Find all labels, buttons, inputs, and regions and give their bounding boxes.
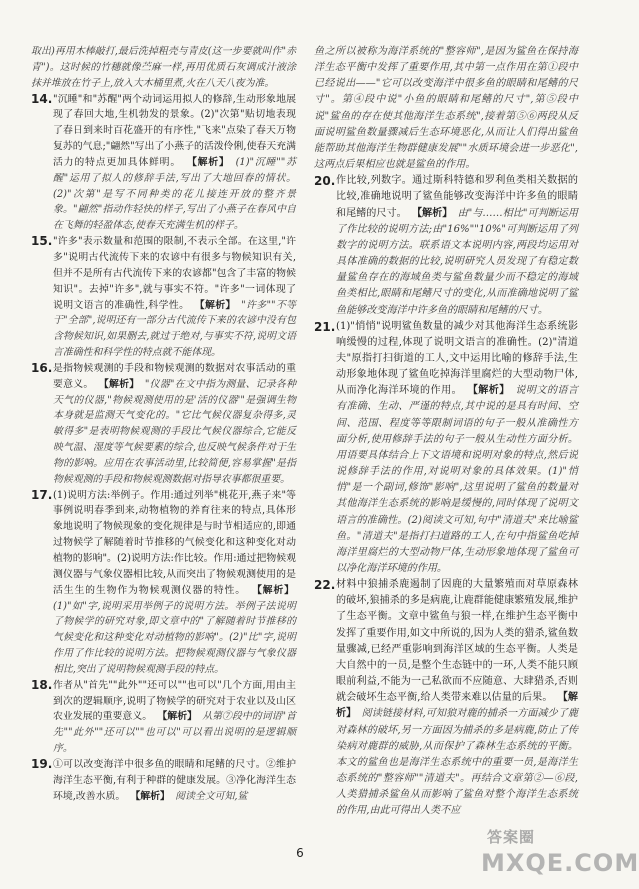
- answer-item-16: [31, 361, 296, 488]
- answer-text: 作比较,列数字。通过斯科特德和罗利鱼类相关数据的比较,准确地说明了鲨鱼能够改变海洋中许多鱼的眼睛和尾鳍的尺寸。: [336, 175, 578, 219]
- item-number: 19.: [31, 756, 53, 771]
- item-number: 22.: [314, 578, 336, 593]
- analysis-text: (1)"如"字,说明采用举例子的说明方法。举例子法说明了物候学的研究对象,即文章中的"了解随着时节推移的气候变化和这种变化对动植物的影响"。(2)"比"字,说明作用了作比较的说明方法。把物候观测仪器与气象仪器相比,突出了说明物候观测手段的特点。: [53, 600, 296, 675]
- analysis-text: 阅读全文可知,鲨: [175, 790, 248, 802]
- analysis-text: "仪器"在文中指为测量、记录各种天气的仪器,"物候观测使用的是'活的仪器'"是强调生物本身就是监测天气变化的。"它比气候仪器复杂得多,灵敏得多"是表明物候观测的手段比气候仪器综合,它能反映气温、湿度等气候要素的综合,也反映气候条件对于生物的影响。应用在农事活动里,比较简便,容易掌握"是指物候观测的手段和物候观测数据对指导农事都很重要。: [53, 378, 296, 485]
- answer-text: "沉睡"和"苏醒"两个动词运用拟人的修辞,生动形象地展现了春回大地,生机勃发的景象。(2)"次第"贴切地表现了春日到来时百花盛开的有序性,"飞来"点染了春天万物复苏的气息;"翩然"写出了小燕子的活泼伶俐,使春天充满活力的特点更加具体鲜明。: [53, 93, 296, 168]
- analysis-text: 说明文的语言有准确、生动、严谨的特点,其中说的是具有时间、空间、范围、程度等等限制词语的句子一般从准确性方面分析,使用修辞手法的句子一般从生动性方面分析。用语要具体结合上下文语境和说明对象的特点,然后说说修辞手法的作用,对说明对象的具体效果。(1)"悄悄"是一个副词,修饰"影响",这里说明了鲨鱼的数量对其他海洋生态系统的影响是缓慢的,同时体现了说明文语言的准确性。(2)阅读文可知,句中"清道夫"来比喻鲨鱼。"清道夫"是指打扫道路的工人,在句中指鲨鱼吃掉海洋里腐烂的大型动物尸体,生动形象地体现了鲨鱼可以净化海洋环境的作用。: [336, 385, 579, 574]
- answer-text: 材料中狼捕杀鹿遏制了因鹿的大量繁殖而对草原森林的破坏,狼捕杀的多是病鹿,让鹿群能健康繁殖发展,维护了生态平衡。文章中鲨鱼与狼一样,在维护生态平衡中发挥了重要作用,如文中所说的,因为人类的猎杀,鲨鱼数量骤减,已经严重影响到海洋区域的生态平衡。人类是大自然中的一员,是整个生态链中的一环,人类不能只顾眼前利益,不能为一己私欲而不应随意、大肆猎杀,否则就会破坏生态平衡,给人类带来难以估量的后果。: [336, 579, 578, 704]
- analysis-text: (1)"沉睡""苏醒"运用了拟人的修辞手法,写出了大地回春的情状。(2)"次第"是写不同种类的花儿接连开放的整齐景象。"翩然"指动作轻快的样子,写出了小燕子在春风中自在飞舞的轻盈体态,使春天充满生机的样子。: [53, 156, 296, 232]
- item-number: 20.: [314, 174, 336, 189]
- answer-item-20: [314, 173, 578, 318]
- item-number: 15.: [31, 234, 53, 249]
- analysis-tag: 【解析】: [194, 299, 236, 311]
- item-number: 17.: [31, 487, 53, 502]
- watermark-text: 答案圈: [487, 828, 536, 846]
- analysis-tag: 【解析】: [98, 378, 140, 390]
- answer-item-19: [31, 757, 296, 805]
- answer-text: ①可以改变海洋中很多鱼的眼睛和尾鳍的尺寸。②维护海洋生态平衡,有利于种群的健康发展。③净化海洋生态环境,改善水质。: [53, 758, 296, 802]
- analysis-tag: 【解析】: [251, 584, 294, 596]
- answer-item-18: [31, 678, 296, 757]
- analysis-tag: 【解析】: [467, 385, 510, 397]
- item-number: 21.: [314, 319, 336, 334]
- continued-analysis: 鱼之所以被称为海洋系统的"整容师",是因为鲨鱼在保持海洋生态平衡中发挥了重要作用,其中第一点作用在第①段中已经说出——"它可以改变海洋中很多鱼的眼睛和尾鳍的尺寸"。第④段中说"小鱼的眼睛和尾鳍的尺寸",第⑤段中说"鲨鱼的存在使其他海洋生态系统",接着第⑤⑥两段从反面说明鲨鱼数量骤减后生态环境恶化,从而让人们得出鲨鱼能帮助其他海洋生物群健康发展""水质环境会进一步恶化",这两点后果相应也就是鲨鱼的作用。: [314, 46, 578, 171]
- left-column: [31, 44, 296, 805]
- answer-item-22: [314, 577, 578, 819]
- page-number: 6: [296, 846, 304, 860]
- answer-item-15: [31, 234, 296, 361]
- analysis-text: 从第⑦段中的词语"首先""此外""还可以""也可以"可以看出说明的是逻辑顺序。: [53, 711, 297, 755]
- answer-text: 作者从"首先""此外""还可以""也可以"几个方面,用由主到次的逻辑顺序,说明了物候学的研究对于农业以及山区农业发展的重要意义。: [53, 679, 296, 723]
- analysis-tag: 【解析】: [186, 156, 230, 168]
- answer-text: (1)"悄悄"说明鲨鱼数量的减少对其他海洋生态系统影响缓慢的过程,体现了说明文语言的准确性。(2)"清道夫"原指打扫街道的工人,文中运用比喻的修辞手法,生动形象地体现了鲨鱼吃掉海洋里腐烂的大型动物尸体,从而净化海洋环境的作用。: [336, 320, 578, 397]
- analysis-tag: 【解析】: [157, 711, 198, 723]
- continued-analysis: 取出)再用木棒敲打,最后洗掉粗壳与青皮(这一步要就叫作"赤青")。这时候的竹穗就像苎麻一样,再用优质石灰调成汁液涂抹并堆放在竹子上,放入大木桶里煮,火在八天八夜为准。: [31, 46, 296, 89]
- answer-item-21: [314, 319, 578, 578]
- analysis-tag: 【解析】: [411, 207, 453, 219]
- item-number: 16.: [31, 360, 53, 375]
- analysis-tag: 【解析】: [130, 790, 170, 802]
- answer-item-17: [31, 488, 296, 678]
- analysis-tag: 【解析】: [336, 692, 578, 720]
- item-number: 18.: [31, 677, 53, 692]
- answer-text: (1)说明方法:举例子。作用:通过列举"桃花开,燕子来"等事例说明春季到来,动物植物的养育往来的特点,具体形象地说明了物候现象的变化规律是与时节相适应的,即通过物候学了解随着时节推移的气候变化和这种变化对动植物的影响"。(2)说明方法:作比较。作用:通过把物候观测仪器与气象仪器相比较,从而突出了物候观测使用的是活生生的生物作为物候观测仪器的特性。: [53, 489, 296, 596]
- answer-text: 是指物候观测的手段和物候观测的数据对农事活动的重要意义。: [53, 362, 296, 390]
- item-number: 14.: [31, 91, 53, 106]
- answer-text: "许多"表示数量和范围的限制,不表示全部。在这里,"许多"说明古代流传下来的农谚中有很多与物候知识有关,但并不是所有古代流传下来的农谚都"包含了丰富的物候知识"。去掉"许多",就与事实不符。"许多"一词体现了说明文语言的准确性,科学性。: [53, 236, 296, 311]
- answer-item-14: [31, 92, 296, 235]
- analysis-text: "许多""不等于"全部",说明还有一部分古代流传下来的农谚中没有包含物候知识,如果删去,就过于绝对,与事实不符,说明文语言准确性和科学性的特点就不能体现。: [53, 299, 296, 359]
- analysis-text: 由"与……相比"可判断运用了作比较的说明方法;由"16%""10%"可判断运用了列数字的说明方法。联系语文本说明内容,两段均运用对具体准确的数据的比较,说明研究人员发现了有稳定数量鲨鱼存在的海域鱼类与鲨鱼数量少而不稳定的海域鱼类相比,眼睛和尾鳍尺寸的变化,从而准确地说明了鲨鱼能够改变海洋中许多鱼的眼睛和尾鳍的尺寸。: [336, 207, 578, 316]
- right-column: [314, 44, 578, 820]
- analysis-text: 阅读链接材料,可知狼对鹿的捕杀一方面减少了鹿对森林的破坏,另一方面因为捕杀的多是病鹿,防止了传染病对鹿群的威胁,从而保护了森林生态系统的平衡。本文的鲨鱼也是海洋生态系统中的重要一员,是海洋生态系统的"整容师""清道夫"。再结合文章第②—⑥段,人类猎捕杀鲨鱼从而影响了鲨鱼对整个海洋生态系统的作用,由此可得出人类不应: [336, 708, 578, 817]
- watermark-logo: MXQE.COM: [481, 849, 639, 877]
